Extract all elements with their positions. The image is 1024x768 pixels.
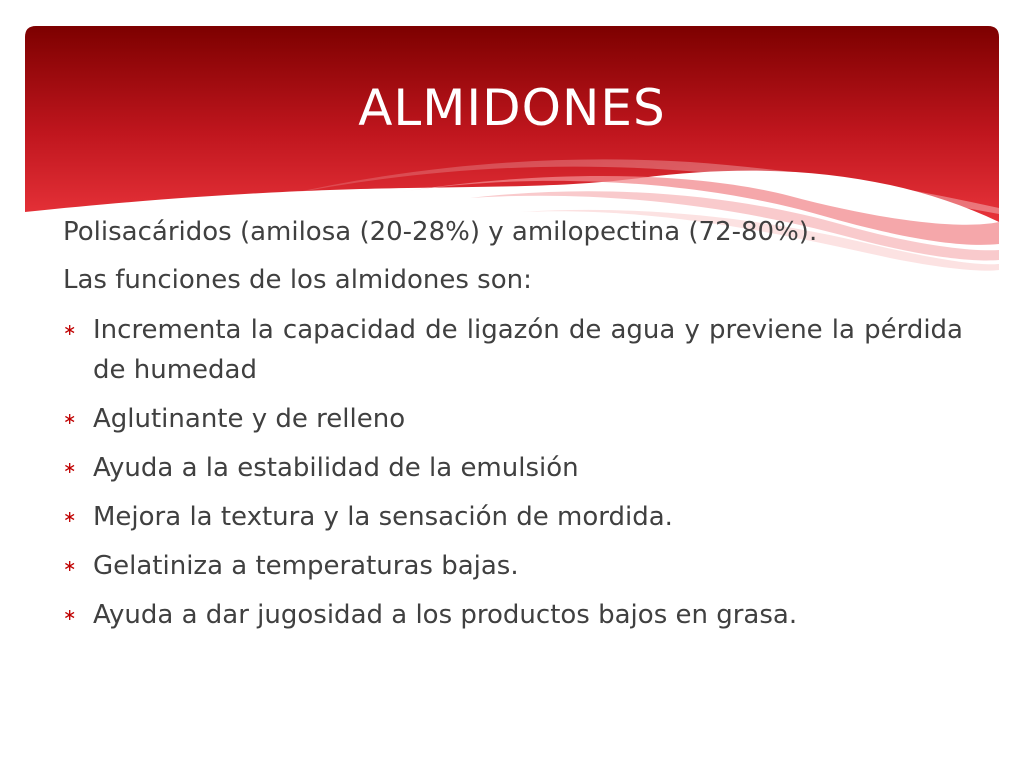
list-item-text: Mejora la textura y la sensación de mordida.	[93, 502, 673, 532]
list-item	[63, 595, 963, 635]
list-item-text: Ayuda a la estabilidad de la emulsión	[93, 453, 579, 483]
asterisk-bullet-icon: ∗	[63, 507, 77, 526]
list-item	[63, 546, 963, 586]
list-item-text: Aglutinante y de relleno	[93, 404, 406, 434]
asterisk-bullet-icon: ∗	[63, 458, 77, 477]
asterisk-bullet-icon: ∗	[63, 320, 77, 339]
functions-list	[63, 310, 963, 635]
list-item	[63, 497, 963, 537]
slide-title: ALMIDONES	[358, 79, 666, 137]
list-item-text: Incrementa la capacidad de ligazón de agua y previene la pérdida de humedad	[93, 315, 963, 385]
list-item-text: Ayuda a dar jugosidad a los productos bajos en grasa.	[93, 600, 798, 630]
list-item	[63, 310, 963, 390]
asterisk-bullet-icon: ∗	[63, 605, 77, 624]
asterisk-bullet-icon: ∗	[63, 556, 77, 575]
list-item-text: Gelatiniza a temperaturas bajas.	[93, 551, 519, 581]
intro-paragraph-1: Polisacáridos (amilosa (20-28%) y amilopectina (72-80%).	[63, 217, 818, 247]
list-item	[63, 399, 963, 439]
intro-paragraph-2: Las funciones de los almidones son:	[63, 265, 532, 295]
asterisk-bullet-icon: ∗	[63, 409, 77, 428]
slide-body	[63, 214, 963, 644]
list-item	[63, 448, 963, 488]
